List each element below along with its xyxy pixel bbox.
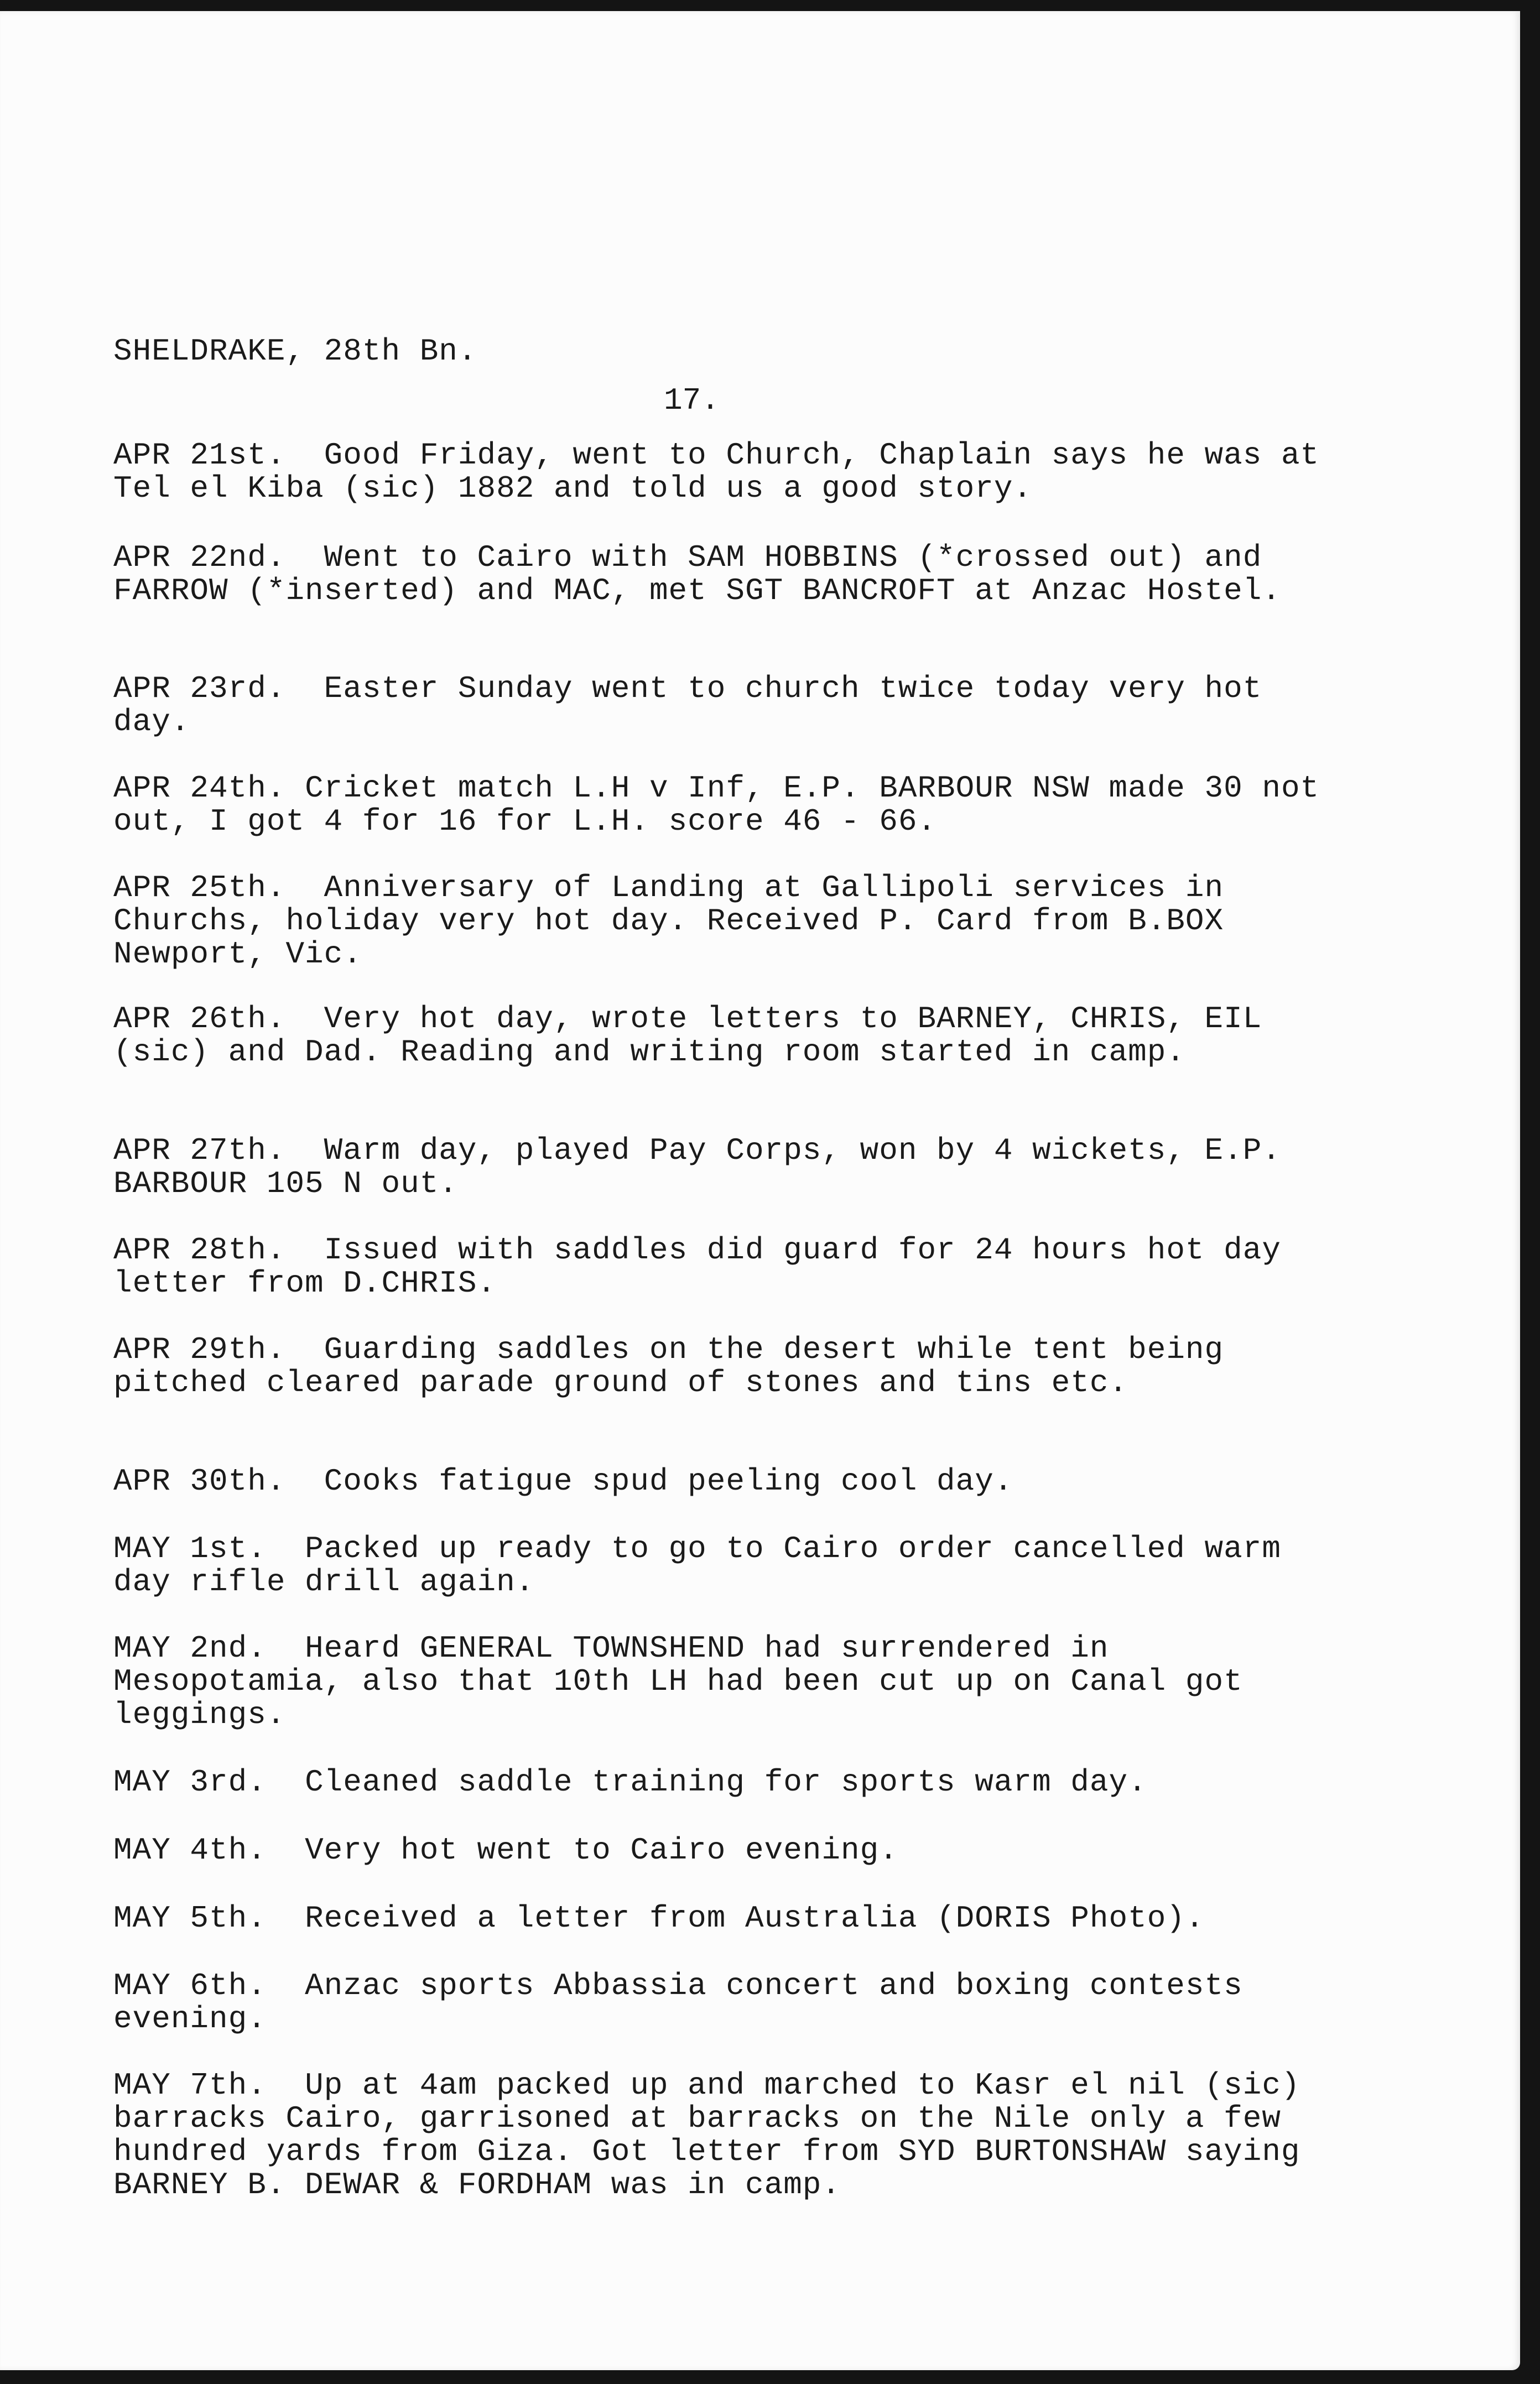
diary-entry [113, 2069, 1341, 2201]
entry-date: APR 26th. [113, 1001, 286, 1037]
diary-entry [113, 672, 1341, 738]
diary-entry [113, 1766, 1341, 1799]
entry-date: MAY 5th. [113, 1901, 267, 1936]
entry-text: Anzac sports Abbassia concert and boxing contests evening. [113, 1968, 1262, 2037]
diary-entry [113, 1969, 1341, 2036]
diary-entry [113, 1902, 1341, 1935]
diary-entry [113, 1233, 1341, 1300]
diary-entry [113, 772, 1341, 838]
diary-entry [113, 541, 1341, 607]
diary-entry [113, 1002, 1341, 1069]
page-number: 17. [664, 383, 720, 418]
entry-text: Very hot day, wrote letters to BARNEY, CHRIS, EIL (sic) and Dad. Reading and writing room started in camp. [113, 1001, 1281, 1070]
entry-text: Packed up ready to go to Cairo order cancelled warm day rifle drill again. [113, 1531, 1300, 1600]
diary-entry [113, 1465, 1341, 1498]
entry-date: MAY 1st. [113, 1531, 267, 1566]
document-page [0, 11, 1520, 2370]
entry-date: APR 23rd. [113, 671, 286, 706]
entry-text: Went to Cairo with SAM HOBBINS (*crossed out) and FARROW (*inserted) and MAC, met SGT BANCROFT at Anzac Hostel. [113, 540, 1281, 608]
entry-text: Cooks fatigue spud peeling cool day. [324, 1464, 1013, 1499]
document-header: SHELDRAKE, 28th Bn. [113, 334, 477, 369]
diary-entry [113, 439, 1341, 505]
diary-entry [113, 871, 1341, 971]
entry-date: APR 22nd. [113, 540, 286, 575]
entry-text: Easter Sunday went to church twice today very hot day. [113, 671, 1281, 740]
entry-text: Guarding saddles on the desert while tent being pitched cleared parade ground of stones and tins etc. [113, 1332, 1243, 1401]
diary-entry [113, 1834, 1341, 1867]
entry-text: Very hot went to Cairo evening. [305, 1833, 898, 1868]
entry-date: APR 25th. [113, 870, 286, 905]
entry-date: MAY 2nd. [113, 1631, 267, 1666]
entry-date: MAY 4th. [113, 1833, 267, 1868]
entry-text: Cricket match L.H v Inf, E.P. BARBOUR NSW made 30 not out, I got 4 for 16 for L.H. score 46 - 66. [113, 771, 1339, 839]
diary-entry [113, 1632, 1341, 1731]
entry-date: APR 28th. [113, 1232, 286, 1268]
entry-text: Up at 4am packed up and marched to Kasr el nil (sic) barracks Cairo, garrisoned at barracks on the Nile only a few hundred yards from Giza. Got letter from SYD BURTONSHAW saying BARNEY B. DEWAR & FORDHAM was in camp. [113, 2068, 1320, 2203]
entry-text: Anniversary of Landing at Gallipoli services in Churchs, holiday very hot day. Received P. Card from B.BOX Newport, Vic. [113, 870, 1243, 972]
entry-date: APR 21st. [113, 438, 286, 473]
diary-entry [113, 1134, 1341, 1200]
entry-text: Warm day, played Pay Corps, won by 4 wickets, E.P. BARBOUR 105 N out. [113, 1133, 1300, 1201]
entry-text: Good Friday, went to Church, Chaplain says he was at Tel el Kiba (sic) 1882 and told us a good story. [113, 438, 1339, 506]
entry-date: APR 30th. [113, 1464, 286, 1499]
entry-date: APR 29th. [113, 1332, 286, 1367]
entry-date: MAY 3rd. [113, 1764, 267, 1800]
entry-text: Received a letter from Australia (DORIS Photo). [305, 1901, 1205, 1936]
entry-date: APR 27th. [113, 1133, 286, 1168]
entry-text: Issued with saddles did guard for 24 hours hot day letter from D.CHRIS. [113, 1232, 1300, 1301]
diary-entry [113, 1532, 1341, 1599]
diary-entry [113, 1333, 1341, 1399]
entry-date: MAY 6th. [113, 1968, 267, 2003]
entry-text: Cleaned saddle training for sports warm day. [305, 1764, 1147, 1800]
entry-date: APR 24th. [113, 771, 286, 806]
entry-date: MAY 7th. [113, 2068, 267, 2103]
entry-text: Heard GENERAL TOWNSHEND had surrendered in Mesopotamia, also that 10th LH had been cut up on Canal got leggings. [113, 1631, 1262, 1732]
